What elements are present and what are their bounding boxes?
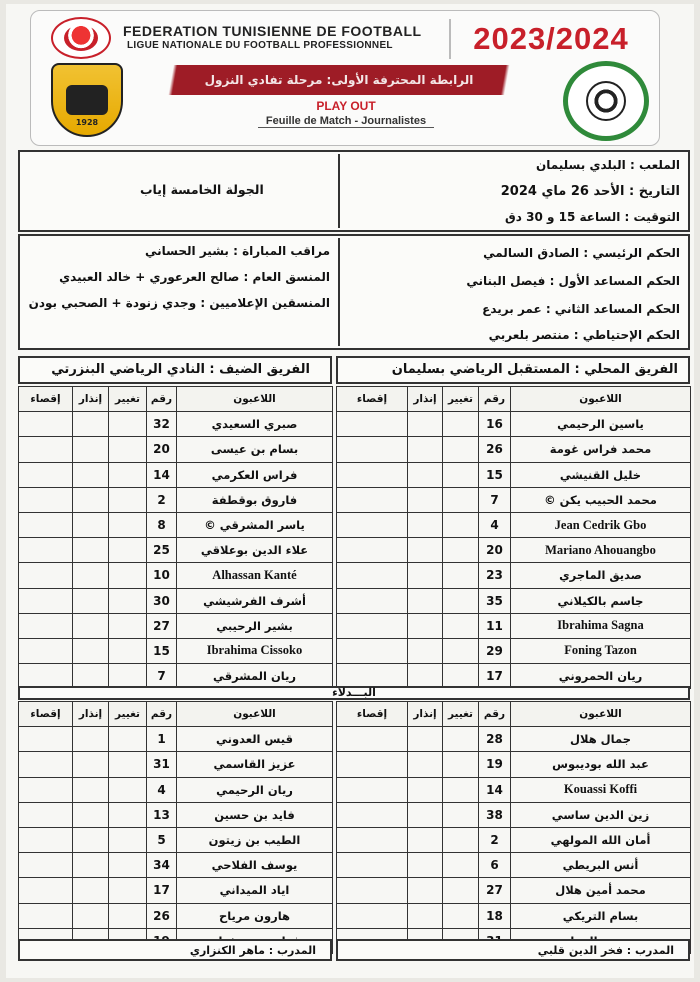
player-row <box>337 538 691 563</box>
col-exclusion: إقصاء <box>337 387 408 412</box>
exclusion-cell <box>19 613 73 638</box>
change-cell <box>443 613 479 638</box>
warning-cell <box>73 462 109 487</box>
change-cell <box>109 613 147 638</box>
player-row <box>337 802 691 827</box>
player-number: 2 <box>479 827 511 852</box>
exclusion-cell <box>19 727 73 752</box>
player-row <box>337 853 691 878</box>
assistant-referee-2: الحكم المساعد الثاني : عمر بريدع <box>482 302 680 316</box>
exclusion-cell <box>337 412 408 437</box>
player-number: 17 <box>147 878 177 903</box>
warning-cell <box>73 588 109 613</box>
player-name: صديق الماجري <box>511 563 691 588</box>
player-number: 4 <box>147 777 177 802</box>
warning-cell <box>73 512 109 537</box>
exclusion-cell <box>337 878 408 903</box>
away-club-logo-icon <box>51 63 123 137</box>
player-row <box>337 878 691 903</box>
player-name: جمال هلال <box>511 727 691 752</box>
change-cell <box>443 827 479 852</box>
player-number: 27 <box>147 613 177 638</box>
col-number: رقم <box>479 387 511 412</box>
round: الجولة الخامسة إياب <box>140 182 264 197</box>
player-number: 14 <box>479 777 511 802</box>
col-change: تغيير <box>443 702 479 727</box>
player-name: أشرف الفرشيشي <box>177 588 333 613</box>
change-cell <box>109 512 147 537</box>
player-row <box>19 613 333 638</box>
change-cell <box>443 853 479 878</box>
league-name: LIGUE NATIONALE DU FOOTBALL PROFESSIONNEL <box>127 40 393 51</box>
exclusion-cell <box>19 777 73 802</box>
player-name: Ibrahima Sagna <box>511 613 691 638</box>
change-cell <box>443 487 479 512</box>
player-number: 4 <box>479 512 511 537</box>
col-players: اللاعبون <box>511 387 691 412</box>
warning-cell <box>408 487 443 512</box>
warning-cell <box>408 727 443 752</box>
player-name: زين الدين ساسي <box>511 802 691 827</box>
player-name: Alhassan Kanté <box>177 563 333 588</box>
player-row <box>19 752 333 777</box>
change-cell <box>443 664 479 689</box>
exclusion-cell <box>337 802 408 827</box>
match-observer: مراقب المباراة : بشير الحساني <box>145 244 330 258</box>
warning-cell <box>408 563 443 588</box>
warning-cell <box>408 462 443 487</box>
exclusion-cell <box>337 853 408 878</box>
player-number: 7 <box>147 664 177 689</box>
change-cell <box>443 538 479 563</box>
player-row <box>337 412 691 437</box>
player-name: فراس العكرمي <box>177 462 333 487</box>
player-name: محمد أمين هلال <box>511 878 691 903</box>
player-name: بسام التريكي <box>511 903 691 928</box>
player-name: ريان المشرقي <box>177 664 333 689</box>
col-change: تغيير <box>109 702 147 727</box>
header <box>30 10 660 146</box>
stadium: الملعب : البلدي بسليمان <box>535 158 680 172</box>
col-players: اللاعبون <box>177 702 333 727</box>
player-name: هارون مرياح <box>177 903 333 928</box>
player-row <box>19 664 333 689</box>
exclusion-cell <box>337 752 408 777</box>
warning-cell <box>408 777 443 802</box>
player-number: 16 <box>479 412 511 437</box>
player-number: 31 <box>147 752 177 777</box>
col-players: اللاعبون <box>511 702 691 727</box>
home-starters-table <box>336 386 691 689</box>
change-cell <box>443 412 479 437</box>
exclusion-cell <box>337 538 408 563</box>
match-date: التاريخ : الأحد 26 ماي 2024 <box>500 184 680 199</box>
player-number: 15 <box>147 638 177 663</box>
season: 2023/2024 <box>473 21 629 56</box>
exclusion-cell <box>337 437 408 462</box>
player-number: 15 <box>479 462 511 487</box>
col-warning: إنذار <box>73 702 109 727</box>
home-club-logo-icon <box>563 61 649 141</box>
player-number: 10 <box>147 563 177 588</box>
home-coach: المدرب : فخر الدين قلبي <box>336 939 690 961</box>
player-number: 20 <box>479 538 511 563</box>
change-cell <box>109 777 147 802</box>
change-cell <box>443 727 479 752</box>
player-row <box>337 777 691 802</box>
player-number: 6 <box>479 853 511 878</box>
exclusion-cell <box>19 827 73 852</box>
exclusion-cell <box>19 487 73 512</box>
player-name: قيس العدوني <box>177 727 333 752</box>
player-name: عبد الله بوديبوس <box>511 752 691 777</box>
warning-cell <box>408 538 443 563</box>
exclusion-cell <box>337 512 408 537</box>
change-cell <box>109 802 147 827</box>
warning-cell <box>408 827 443 852</box>
exclusion-cell <box>19 664 73 689</box>
player-number: 26 <box>147 903 177 928</box>
player-row <box>19 487 333 512</box>
player-row <box>19 538 333 563</box>
player-name: يوسف الفلاحي <box>177 853 333 878</box>
general-coordinator: المنسق العام : صالح العرعوري + خالد العبيدي <box>59 270 330 284</box>
exclusion-cell <box>337 638 408 663</box>
exclusion-cell <box>337 487 408 512</box>
exclusion-cell <box>19 588 73 613</box>
federation-name: FEDERATION TUNISIENNE DE FOOTBALL <box>123 23 422 39</box>
away-subs-table <box>18 701 333 954</box>
change-cell <box>109 664 147 689</box>
exclusion-cell <box>19 437 73 462</box>
referee: الحكم الرئيسي : الصادق السالمي <box>483 246 680 260</box>
exclusion-cell <box>19 638 73 663</box>
player-row <box>19 462 333 487</box>
change-cell <box>109 412 147 437</box>
warning-cell <box>73 487 109 512</box>
player-number: 18 <box>479 903 511 928</box>
warning-cell <box>408 638 443 663</box>
exclusion-cell <box>19 412 73 437</box>
player-row <box>19 853 333 878</box>
exclusion-cell <box>337 664 408 689</box>
home-subs-table <box>336 701 691 954</box>
warning-cell <box>73 412 109 437</box>
fourth-official: الحكم الإحتياطي : منتصر بلعربي <box>488 328 680 342</box>
exclusion-cell <box>19 802 73 827</box>
player-name: علاء الدين بوعلاقي <box>177 538 333 563</box>
player-row <box>19 437 333 462</box>
change-cell <box>443 512 479 537</box>
player-number: 34 <box>147 853 177 878</box>
change-cell <box>443 437 479 462</box>
player-number: 1 <box>147 727 177 752</box>
match-info <box>18 150 690 232</box>
player-name: ريان الرحيمي <box>177 777 333 802</box>
player-number: 32 <box>147 412 177 437</box>
warning-cell <box>408 512 443 537</box>
player-row <box>337 563 691 588</box>
exclusion-cell <box>337 777 408 802</box>
exclusion-cell <box>337 588 408 613</box>
player-name: ريان الحمروني <box>511 664 691 689</box>
player-name: فاروق بوقطفة <box>177 487 333 512</box>
player-number: 14 <box>147 462 177 487</box>
player-row <box>337 437 691 462</box>
change-cell <box>109 588 147 613</box>
exclusion-cell <box>19 538 73 563</box>
player-name: أنس البريطي <box>511 853 691 878</box>
warning-cell <box>73 827 109 852</box>
player-number: 20 <box>147 437 177 462</box>
change-cell <box>109 563 147 588</box>
col-change: تغيير <box>443 387 479 412</box>
exclusion-cell <box>19 903 73 928</box>
player-name: بسام بن عيسى <box>177 437 333 462</box>
player-row <box>337 462 691 487</box>
exclusion-cell <box>19 853 73 878</box>
warning-cell <box>73 878 109 903</box>
player-number: 26 <box>479 437 511 462</box>
exclusion-cell <box>337 727 408 752</box>
col-number: رقم <box>147 387 177 412</box>
player-name: خليل القنيشي <box>511 462 691 487</box>
exclusion-cell <box>19 462 73 487</box>
player-number: 11 <box>479 613 511 638</box>
player-row <box>19 512 333 537</box>
warning-cell <box>408 412 443 437</box>
col-exclusion: إقصاء <box>337 702 408 727</box>
home-team-title: الفريق المحلي : المستقبل الرياضي بسليمان <box>336 356 690 384</box>
col-warning: إنذار <box>408 702 443 727</box>
player-row <box>337 727 691 752</box>
player-name: محمد الحبيب يكن © <box>511 487 691 512</box>
club-logo-year: 1928 <box>75 118 99 127</box>
player-row <box>19 827 333 852</box>
player-name: ياسين الرحيمي <box>511 412 691 437</box>
warning-cell <box>73 853 109 878</box>
change-cell <box>109 878 147 903</box>
federation-logo-icon <box>51 17 111 59</box>
player-number: 27 <box>479 878 511 903</box>
player-name: الطيب بن زيتون <box>177 827 333 852</box>
player-name: Mariano Ahouangbo <box>511 538 691 563</box>
player-number: 5 <box>147 827 177 852</box>
player-name: جاسم بالكيلاني <box>511 588 691 613</box>
exclusion-cell <box>19 878 73 903</box>
away-coach: المدرب : ماهر الكنزاري <box>18 939 332 961</box>
player-row <box>19 412 333 437</box>
change-cell <box>443 563 479 588</box>
warning-cell <box>73 777 109 802</box>
warning-cell <box>408 853 443 878</box>
player-number: 8 <box>147 512 177 537</box>
change-cell <box>443 903 479 928</box>
away-team-title: الفريق الضيف : النادي الرياضي البنزرتي <box>18 356 332 384</box>
col-number: رقم <box>147 702 177 727</box>
player-number: 19 <box>479 752 511 777</box>
player-row <box>19 727 333 752</box>
player-row <box>19 878 333 903</box>
player-row <box>337 613 691 638</box>
player-name: اياد الميداني <box>177 878 333 903</box>
col-exclusion: إقصاء <box>19 702 73 727</box>
player-row <box>19 802 333 827</box>
player-number: 35 <box>479 588 511 613</box>
player-number: 2 <box>147 487 177 512</box>
player-name: Jean Cedrik Gbo <box>511 512 691 537</box>
warning-cell <box>408 613 443 638</box>
change-cell <box>109 462 147 487</box>
change-cell <box>109 487 147 512</box>
match-sheet <box>6 4 694 978</box>
warning-cell <box>73 613 109 638</box>
change-cell <box>443 752 479 777</box>
player-row <box>337 638 691 663</box>
officials <box>18 234 690 350</box>
player-row <box>19 588 333 613</box>
media-coordinators: المنسقين الإعلاميين : وجدي زنودة + الصحبي بودن <box>28 296 330 310</box>
exclusion-cell <box>19 563 73 588</box>
warning-cell <box>408 664 443 689</box>
exclusion-cell <box>337 827 408 852</box>
col-number: رقم <box>479 702 511 727</box>
exclusion-cell <box>19 512 73 537</box>
warning-cell <box>408 802 443 827</box>
player-row <box>337 752 691 777</box>
player-number: 30 <box>147 588 177 613</box>
player-row <box>337 664 691 689</box>
playout-label: PLAY OUT <box>316 99 376 113</box>
exclusion-cell <box>337 563 408 588</box>
change-cell <box>109 638 147 663</box>
player-row <box>337 487 691 512</box>
exclusion-cell <box>337 903 408 928</box>
warning-cell <box>73 664 109 689</box>
change-cell <box>109 752 147 777</box>
warning-cell <box>73 538 109 563</box>
warning-cell <box>73 638 109 663</box>
change-cell <box>109 538 147 563</box>
exclusion-cell <box>337 462 408 487</box>
substitutes-label: البـــدلاء <box>18 686 690 700</box>
warning-cell <box>408 588 443 613</box>
player-row <box>337 588 691 613</box>
change-cell <box>109 903 147 928</box>
change-cell <box>443 588 479 613</box>
col-warning: إنذار <box>408 387 443 412</box>
player-number: 17 <box>479 664 511 689</box>
player-name: عزيز القاسمي <box>177 752 333 777</box>
warning-cell <box>73 802 109 827</box>
player-name: Foning Tazon <box>511 638 691 663</box>
player-name: صبري السعيدي <box>177 412 333 437</box>
player-row <box>337 512 691 537</box>
warning-cell <box>73 563 109 588</box>
col-exclusion: إقصاء <box>19 387 73 412</box>
player-name: Ibrahima Cissoko <box>177 638 333 663</box>
away-starters-table <box>18 386 333 689</box>
player-name: أمان الله المولهي <box>511 827 691 852</box>
warning-cell <box>73 752 109 777</box>
change-cell <box>109 727 147 752</box>
player-row <box>19 903 333 928</box>
player-row <box>337 903 691 928</box>
change-cell <box>443 802 479 827</box>
warning-cell <box>73 727 109 752</box>
player-number: 13 <box>147 802 177 827</box>
warning-cell <box>408 752 443 777</box>
warning-cell <box>73 903 109 928</box>
player-name: ياسر المشرقي © <box>177 512 333 537</box>
player-name: فايد بن حسين <box>177 802 333 827</box>
change-cell <box>109 827 147 852</box>
player-name: محمد فراس غومة <box>511 437 691 462</box>
col-warning: إنذار <box>73 387 109 412</box>
warning-cell <box>408 903 443 928</box>
warning-cell <box>408 437 443 462</box>
player-number: 23 <box>479 563 511 588</box>
change-cell <box>443 462 479 487</box>
match-time: التوقيت : الساعة 15 و 30 دق <box>505 210 680 224</box>
player-number: 25 <box>147 538 177 563</box>
exclusion-cell <box>19 752 73 777</box>
player-row <box>19 777 333 802</box>
player-number: 7 <box>479 487 511 512</box>
col-players: اللاعبون <box>177 387 333 412</box>
player-name: بشير الرحيبي <box>177 613 333 638</box>
change-cell <box>109 853 147 878</box>
competition-banner: الرابطة المحترفة الأولى: مرحلة تفادي النزول <box>159 65 519 95</box>
warning-cell <box>408 878 443 903</box>
player-row <box>337 827 691 852</box>
player-name: Kouassi Koffi <box>511 777 691 802</box>
player-row <box>19 638 333 663</box>
change-cell <box>109 437 147 462</box>
player-number: 38 <box>479 802 511 827</box>
change-cell <box>443 638 479 663</box>
exclusion-cell <box>337 613 408 638</box>
col-change: تغيير <box>109 387 147 412</box>
warning-cell <box>73 437 109 462</box>
player-number: 28 <box>479 727 511 752</box>
change-cell <box>443 878 479 903</box>
sheet-type: Feuille de Match - Journalistes <box>258 115 434 128</box>
player-number: 29 <box>479 638 511 663</box>
player-row <box>19 563 333 588</box>
change-cell <box>443 777 479 802</box>
assistant-referee-1: الحكم المساعد الأول : فيصل البناني <box>466 274 680 288</box>
